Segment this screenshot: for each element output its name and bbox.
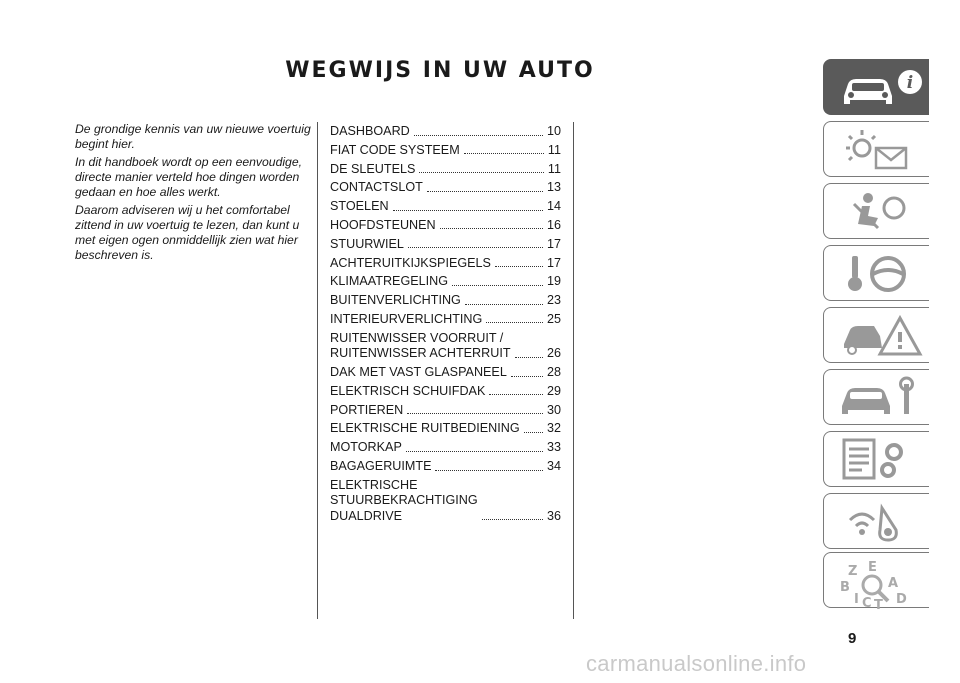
svg-text:i: i xyxy=(906,73,914,93)
toc-entry-label: INTERIEURVERLICHTING xyxy=(330,311,483,326)
table-of-contents xyxy=(330,124,561,528)
chapter-tab-emergency[interactable] xyxy=(823,307,929,363)
svg-text:B: B xyxy=(840,580,850,595)
toc-leader-dots xyxy=(427,191,543,192)
chapter-tab-multimedia[interactable] xyxy=(823,493,929,549)
page-number: 9 xyxy=(848,630,857,647)
svg-text:D: D xyxy=(896,592,907,607)
toc-entry-label: DAK MET VAST GLASPANEEL xyxy=(330,365,507,380)
toc-entry-page: 10 xyxy=(546,124,561,138)
svg-text:A: A xyxy=(888,576,899,591)
toc-entry[interactable] xyxy=(330,331,561,362)
toc-leader-dots xyxy=(435,470,543,471)
toc-leader-dots xyxy=(489,394,543,395)
toc-entry-page: 33 xyxy=(546,440,561,455)
toc-leader-dots xyxy=(407,413,543,414)
toc-entry-label: KLIMAATREGELING xyxy=(330,274,449,289)
toc-entry-label: DASHBOARD xyxy=(330,124,410,138)
car-maintenance-icon xyxy=(838,376,924,420)
technical-data-icon xyxy=(838,438,924,482)
toc-entry[interactable] xyxy=(330,293,561,309)
toc-leader-dots xyxy=(495,266,543,267)
intro-paragraph: In dit handboek wordt op een eenvoudige, directe manier verteld hoe dingen worden gedaan en hoe alles werkt. xyxy=(75,155,302,199)
toc-entry[interactable] xyxy=(330,237,561,253)
emergency-road-icon xyxy=(838,314,924,358)
svg-text:T: T xyxy=(874,598,883,609)
toc-entry-page: 32 xyxy=(546,421,561,436)
toc-entry-page: 16 xyxy=(546,217,561,232)
svg-text:E: E xyxy=(868,560,877,575)
toc-leader-dots xyxy=(414,135,543,136)
toc-entry-label: STOELEN xyxy=(330,199,389,214)
multimedia-icon xyxy=(838,500,924,544)
toc-leader-dots xyxy=(452,285,543,286)
toc-entry-page: 19 xyxy=(546,274,561,289)
toc-entry-page: 11 xyxy=(547,142,561,157)
watermark: carmanualsonline.info xyxy=(586,651,807,676)
toc-leader-dots xyxy=(406,451,543,452)
toc-entry-label: ELEKTRISCHE STUURBEKRACHTIGING DUALDRIVE xyxy=(330,477,478,523)
toc-entry[interactable] xyxy=(330,403,561,419)
toc-entry-page: 36 xyxy=(546,508,561,523)
toc-entry-page: 25 xyxy=(546,311,561,326)
toc-leader-dots xyxy=(482,519,543,520)
column-divider-right xyxy=(573,122,574,619)
intro-paragraph: Daarom adviseren wij u het comfortabel zittend in uw voertuig te lezen, dan kunt u met eigen ogen onmiddellijk zien wat hier beschreven is. xyxy=(75,203,300,262)
toc-entry-label: MOTORKAP xyxy=(330,440,402,455)
toc-entry[interactable] xyxy=(330,384,561,400)
toc-entry[interactable] xyxy=(330,143,561,159)
toc-leader-dots xyxy=(465,304,543,305)
toc-leader-dots xyxy=(393,210,543,211)
chapter-tab-safety[interactable] xyxy=(823,183,929,239)
toc-entry-label: CONTACTSLOT xyxy=(330,180,423,195)
toc-entry-page: 29 xyxy=(546,383,561,398)
toc-entry[interactable] xyxy=(330,162,561,178)
toc-entry-label: BAGAGERUIMTE xyxy=(330,459,432,474)
chapter-tab-car-info[interactable] xyxy=(823,59,929,115)
chapter-tab-technical-data[interactable] xyxy=(823,431,929,487)
toc-entry-label: ACHTERUITKIJKSPIEGELS xyxy=(330,255,491,270)
chapter-tab-starting-driving[interactable] xyxy=(823,245,929,301)
chapter-tab-maintenance[interactable] xyxy=(823,369,929,425)
toc-entry[interactable] xyxy=(330,312,561,328)
toc-entry-page: 13 xyxy=(546,180,561,195)
intro-paragraph: De grondige kennis van uw nieuwe voertuig begint hier. xyxy=(75,122,311,151)
toc-entry-page: 17 xyxy=(546,255,561,270)
toc-entry-page: 28 xyxy=(546,365,561,380)
toc-entry-page: 17 xyxy=(546,236,561,251)
toc-leader-dots xyxy=(511,376,543,377)
toc-leader-dots xyxy=(515,357,543,358)
alphabetical-index-icon xyxy=(838,559,924,609)
toc-entry[interactable] xyxy=(330,180,561,196)
svg-text:C: C xyxy=(862,596,872,609)
toc-leader-dots xyxy=(486,322,543,323)
airbag-seat-icon xyxy=(838,190,924,234)
toc-entry-label: PORTIEREN xyxy=(330,402,404,417)
toc-entry-page: 34 xyxy=(546,459,561,474)
toc-entry[interactable] xyxy=(330,274,561,290)
toc-entry-page: 26 xyxy=(546,346,561,361)
toc-leader-dots xyxy=(408,247,543,248)
svg-text:Z: Z xyxy=(848,564,858,579)
toc-entry[interactable] xyxy=(330,365,561,381)
toc-entry-label: ELEKTRISCHE RUITBEDIENING xyxy=(330,421,520,436)
page-title: WEGWIJS IN UW AUTO xyxy=(285,58,595,83)
intro-text xyxy=(75,122,311,266)
chapter-tab-index[interactable] xyxy=(823,552,929,608)
toc-entry-page: 30 xyxy=(546,402,561,417)
toc-entry[interactable] xyxy=(330,199,561,215)
toc-entry-page: 11 xyxy=(547,161,561,176)
toc-entry[interactable] xyxy=(330,478,561,525)
toc-entry[interactable] xyxy=(330,218,561,234)
toc-leader-dots xyxy=(524,432,543,433)
toc-entry-label: FIAT CODE SYSTEEM xyxy=(330,142,460,157)
toc-entry-label: ELEKTRISCH SCHUIFDAK xyxy=(330,383,486,398)
toc-entry[interactable] xyxy=(330,459,561,475)
toc-entry[interactable] xyxy=(330,124,561,140)
toc-entry-page: 23 xyxy=(546,293,561,308)
svg-text:I: I xyxy=(854,592,859,607)
column-divider-left xyxy=(317,122,318,619)
toc-entry-label: BUITENVERLICHTING xyxy=(330,293,461,308)
chapter-tab-warning-lights[interactable] xyxy=(823,121,929,177)
toc-leader-dots xyxy=(419,172,544,173)
key-steering-wheel-icon xyxy=(838,252,924,296)
toc-entry-label: STUURWIEL xyxy=(330,236,404,251)
toc-entry-label: HOOFDSTEUNEN xyxy=(330,217,436,232)
toc-entry[interactable] xyxy=(330,256,561,272)
toc-leader-dots xyxy=(464,153,544,154)
warning-lights-icon xyxy=(838,128,924,172)
toc-entry-label: RUITENWISSER VOORRUIT / RUITENWISSER ACHTERRUIT xyxy=(330,330,511,361)
toc-entry-page: 14 xyxy=(546,199,561,214)
car-info-icon xyxy=(838,66,924,110)
toc-entry[interactable] xyxy=(330,421,561,437)
toc-entry-label: DE SLEUTELS xyxy=(330,161,416,176)
toc-entry[interactable] xyxy=(330,440,561,456)
toc-leader-dots xyxy=(440,228,543,229)
